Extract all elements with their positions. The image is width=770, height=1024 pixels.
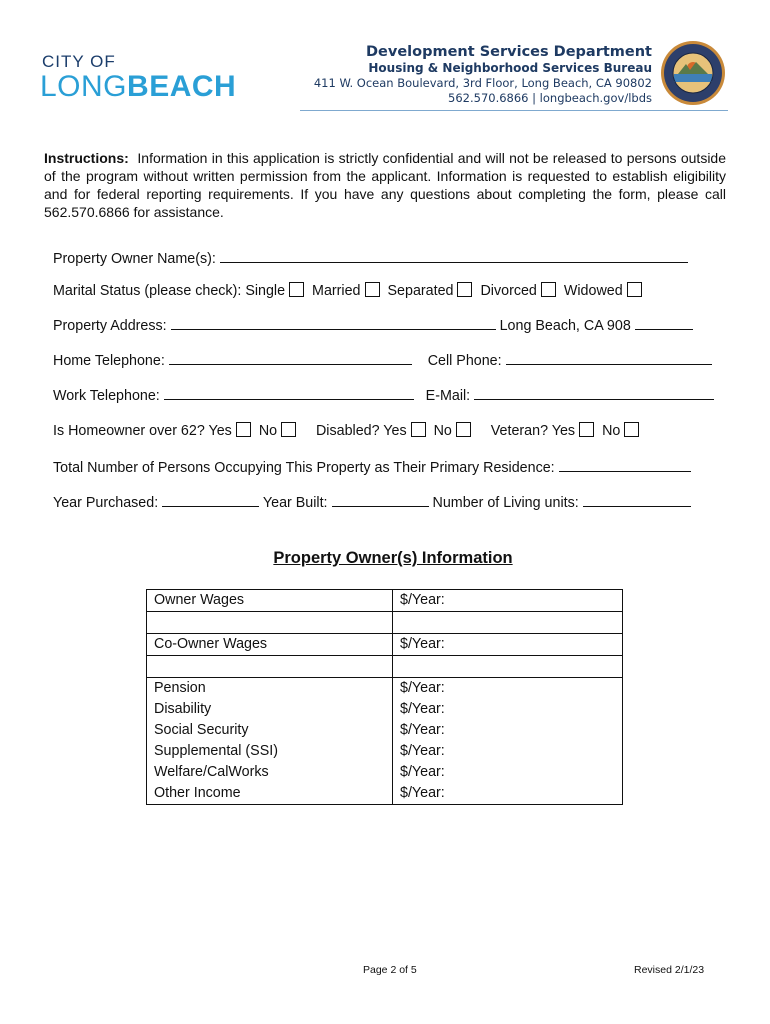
income-table bbox=[146, 589, 623, 805]
income-value[interactable]: $/Year: bbox=[393, 783, 623, 805]
email-label: E-Mail: bbox=[425, 388, 471, 404]
persons-row bbox=[53, 457, 728, 477]
income-value[interactable]: $/Year: bbox=[393, 634, 623, 656]
income-label: Owner Wages bbox=[147, 590, 393, 612]
logo-long: LONG bbox=[40, 70, 128, 103]
income-label bbox=[147, 656, 393, 678]
income-label: Disability bbox=[147, 699, 393, 720]
work-phone-label: Work Telephone: bbox=[53, 388, 160, 404]
income-label: Pension bbox=[147, 678, 393, 700]
income-value[interactable]: $/Year: bbox=[393, 720, 623, 741]
income-value[interactable]: $/Year: bbox=[393, 762, 623, 783]
city-state-label: Long Beach, CA 908 bbox=[499, 318, 631, 334]
divorced-checkbox[interactable] bbox=[541, 282, 556, 297]
marital-option-married: Married bbox=[312, 283, 361, 299]
bureau-name: Housing & Neighborhood Services Bureau bbox=[368, 61, 652, 75]
disabled-yes-checkbox[interactable] bbox=[411, 422, 426, 437]
year-row bbox=[53, 492, 728, 512]
income-value[interactable] bbox=[393, 612, 623, 634]
revision-date: Revised 2/1/23 bbox=[634, 964, 705, 976]
department-address: 411 W. Ocean Boulevard, 3rd Floor, Long Beach, CA 90802 bbox=[313, 76, 652, 90]
over62-no-label: No bbox=[258, 423, 278, 439]
over62-label: Is Homeowner over 62? bbox=[53, 423, 205, 439]
logo-beach: BEACH bbox=[127, 70, 237, 103]
home-phone-field[interactable] bbox=[169, 350, 412, 365]
marital-option-divorced: Divorced bbox=[480, 283, 537, 299]
marital-status-label: Marital Status (please check): bbox=[53, 283, 242, 299]
instructions-label: Instructions: bbox=[44, 150, 129, 166]
income-value[interactable]: $/Year: bbox=[393, 741, 623, 762]
table-row bbox=[147, 720, 623, 741]
marital-status-row bbox=[53, 281, 728, 301]
email-field[interactable] bbox=[474, 385, 714, 400]
widowed-checkbox[interactable] bbox=[627, 282, 642, 297]
eligibility-row bbox=[53, 421, 728, 441]
work-email-row bbox=[53, 385, 728, 405]
disabled-label: Disabled? bbox=[315, 423, 380, 439]
city-seal-icon bbox=[660, 40, 726, 106]
phone-row bbox=[53, 350, 728, 370]
zip-field[interactable] bbox=[635, 315, 693, 330]
department-info bbox=[314, 44, 652, 105]
income-label: Other Income bbox=[147, 783, 393, 805]
marital-option-widowed: Widowed bbox=[563, 283, 623, 299]
income-label bbox=[147, 612, 393, 634]
veteran-no-label: No bbox=[602, 423, 621, 439]
over62-yes-label: Yes bbox=[208, 423, 232, 439]
work-phone-field[interactable] bbox=[164, 385, 414, 400]
section-title: Property Owner(s) Information bbox=[273, 549, 513, 567]
income-value[interactable]: $/Year: bbox=[393, 699, 623, 720]
marital-option-single: Single bbox=[245, 283, 286, 299]
year-built-field[interactable] bbox=[332, 492, 429, 507]
cell-phone-label: Cell Phone: bbox=[427, 353, 502, 369]
separated-checkbox[interactable] bbox=[457, 282, 472, 297]
department-title: Development Services Department bbox=[366, 44, 652, 60]
living-units-field[interactable] bbox=[583, 492, 691, 507]
persons-field[interactable] bbox=[559, 457, 691, 472]
year-purchased-label: Year Purchased: bbox=[53, 495, 159, 511]
logo-long-beach bbox=[40, 70, 236, 104]
over62-no-checkbox[interactable] bbox=[281, 422, 296, 437]
marital-option-separated: Separated bbox=[387, 283, 454, 299]
cell-phone-field[interactable] bbox=[506, 350, 712, 365]
persons-label: Total Number of Persons Occupying This Property as Their Primary Residence: bbox=[53, 460, 555, 476]
table-row bbox=[147, 634, 623, 656]
veteran-yes-checkbox[interactable] bbox=[579, 422, 594, 437]
instructions-text: Information in this application is strictly confidential and will not be released to persons outside of the program without written permission from the applicant. Information is requested to establish eligibility and for federal reporting requirements. If you have any questions about completing the form, please call 562.570.6866 for assistance. bbox=[44, 150, 727, 220]
veteran-yes-label: Yes bbox=[551, 423, 576, 439]
table-row bbox=[147, 699, 623, 720]
income-value[interactable]: $/Year: bbox=[393, 678, 623, 700]
disabled-yes-label: Yes bbox=[383, 423, 407, 439]
income-value[interactable] bbox=[393, 656, 623, 678]
home-phone-label: Home Telephone: bbox=[53, 353, 165, 369]
property-address-field[interactable] bbox=[171, 315, 496, 330]
income-label: Supplemental (SSI) bbox=[147, 741, 393, 762]
income-label: Welfare/CalWorks bbox=[147, 762, 393, 783]
owner-names-field[interactable] bbox=[220, 248, 688, 263]
table-row bbox=[147, 612, 623, 634]
income-label: Co-Owner Wages bbox=[147, 634, 393, 656]
owner-names-row bbox=[53, 248, 728, 268]
year-purchased-field[interactable] bbox=[162, 492, 259, 507]
income-value[interactable]: $/Year: bbox=[393, 590, 623, 612]
instructions bbox=[44, 149, 726, 221]
veteran-no-checkbox[interactable] bbox=[624, 422, 639, 437]
living-units-label: Number of Living units: bbox=[432, 495, 579, 511]
header-divider bbox=[300, 110, 728, 111]
table-row bbox=[147, 783, 623, 805]
property-address-label: Property Address: bbox=[53, 318, 167, 334]
logo-city-of: CITY OF bbox=[42, 52, 116, 71]
page-number: Page 2 of 5 bbox=[363, 964, 417, 976]
table-row bbox=[147, 762, 623, 783]
table-row bbox=[147, 656, 623, 678]
year-built-label: Year Built: bbox=[262, 495, 328, 511]
married-checkbox[interactable] bbox=[365, 282, 380, 297]
department-contact: 562.570.6866 | longbeach.gov/lbds bbox=[448, 91, 652, 105]
over62-yes-checkbox[interactable] bbox=[236, 422, 251, 437]
owner-names-label: Property Owner Name(s): bbox=[53, 251, 216, 267]
disabled-no-checkbox[interactable] bbox=[456, 422, 471, 437]
veteran-label: Veteran? bbox=[490, 423, 549, 439]
table-row bbox=[147, 678, 623, 700]
property-address-row bbox=[53, 315, 728, 335]
income-label: Social Security bbox=[147, 720, 393, 741]
single-checkbox[interactable] bbox=[289, 282, 304, 297]
table-row bbox=[147, 590, 623, 612]
table-row bbox=[147, 741, 623, 762]
disabled-no-label: No bbox=[433, 423, 452, 439]
